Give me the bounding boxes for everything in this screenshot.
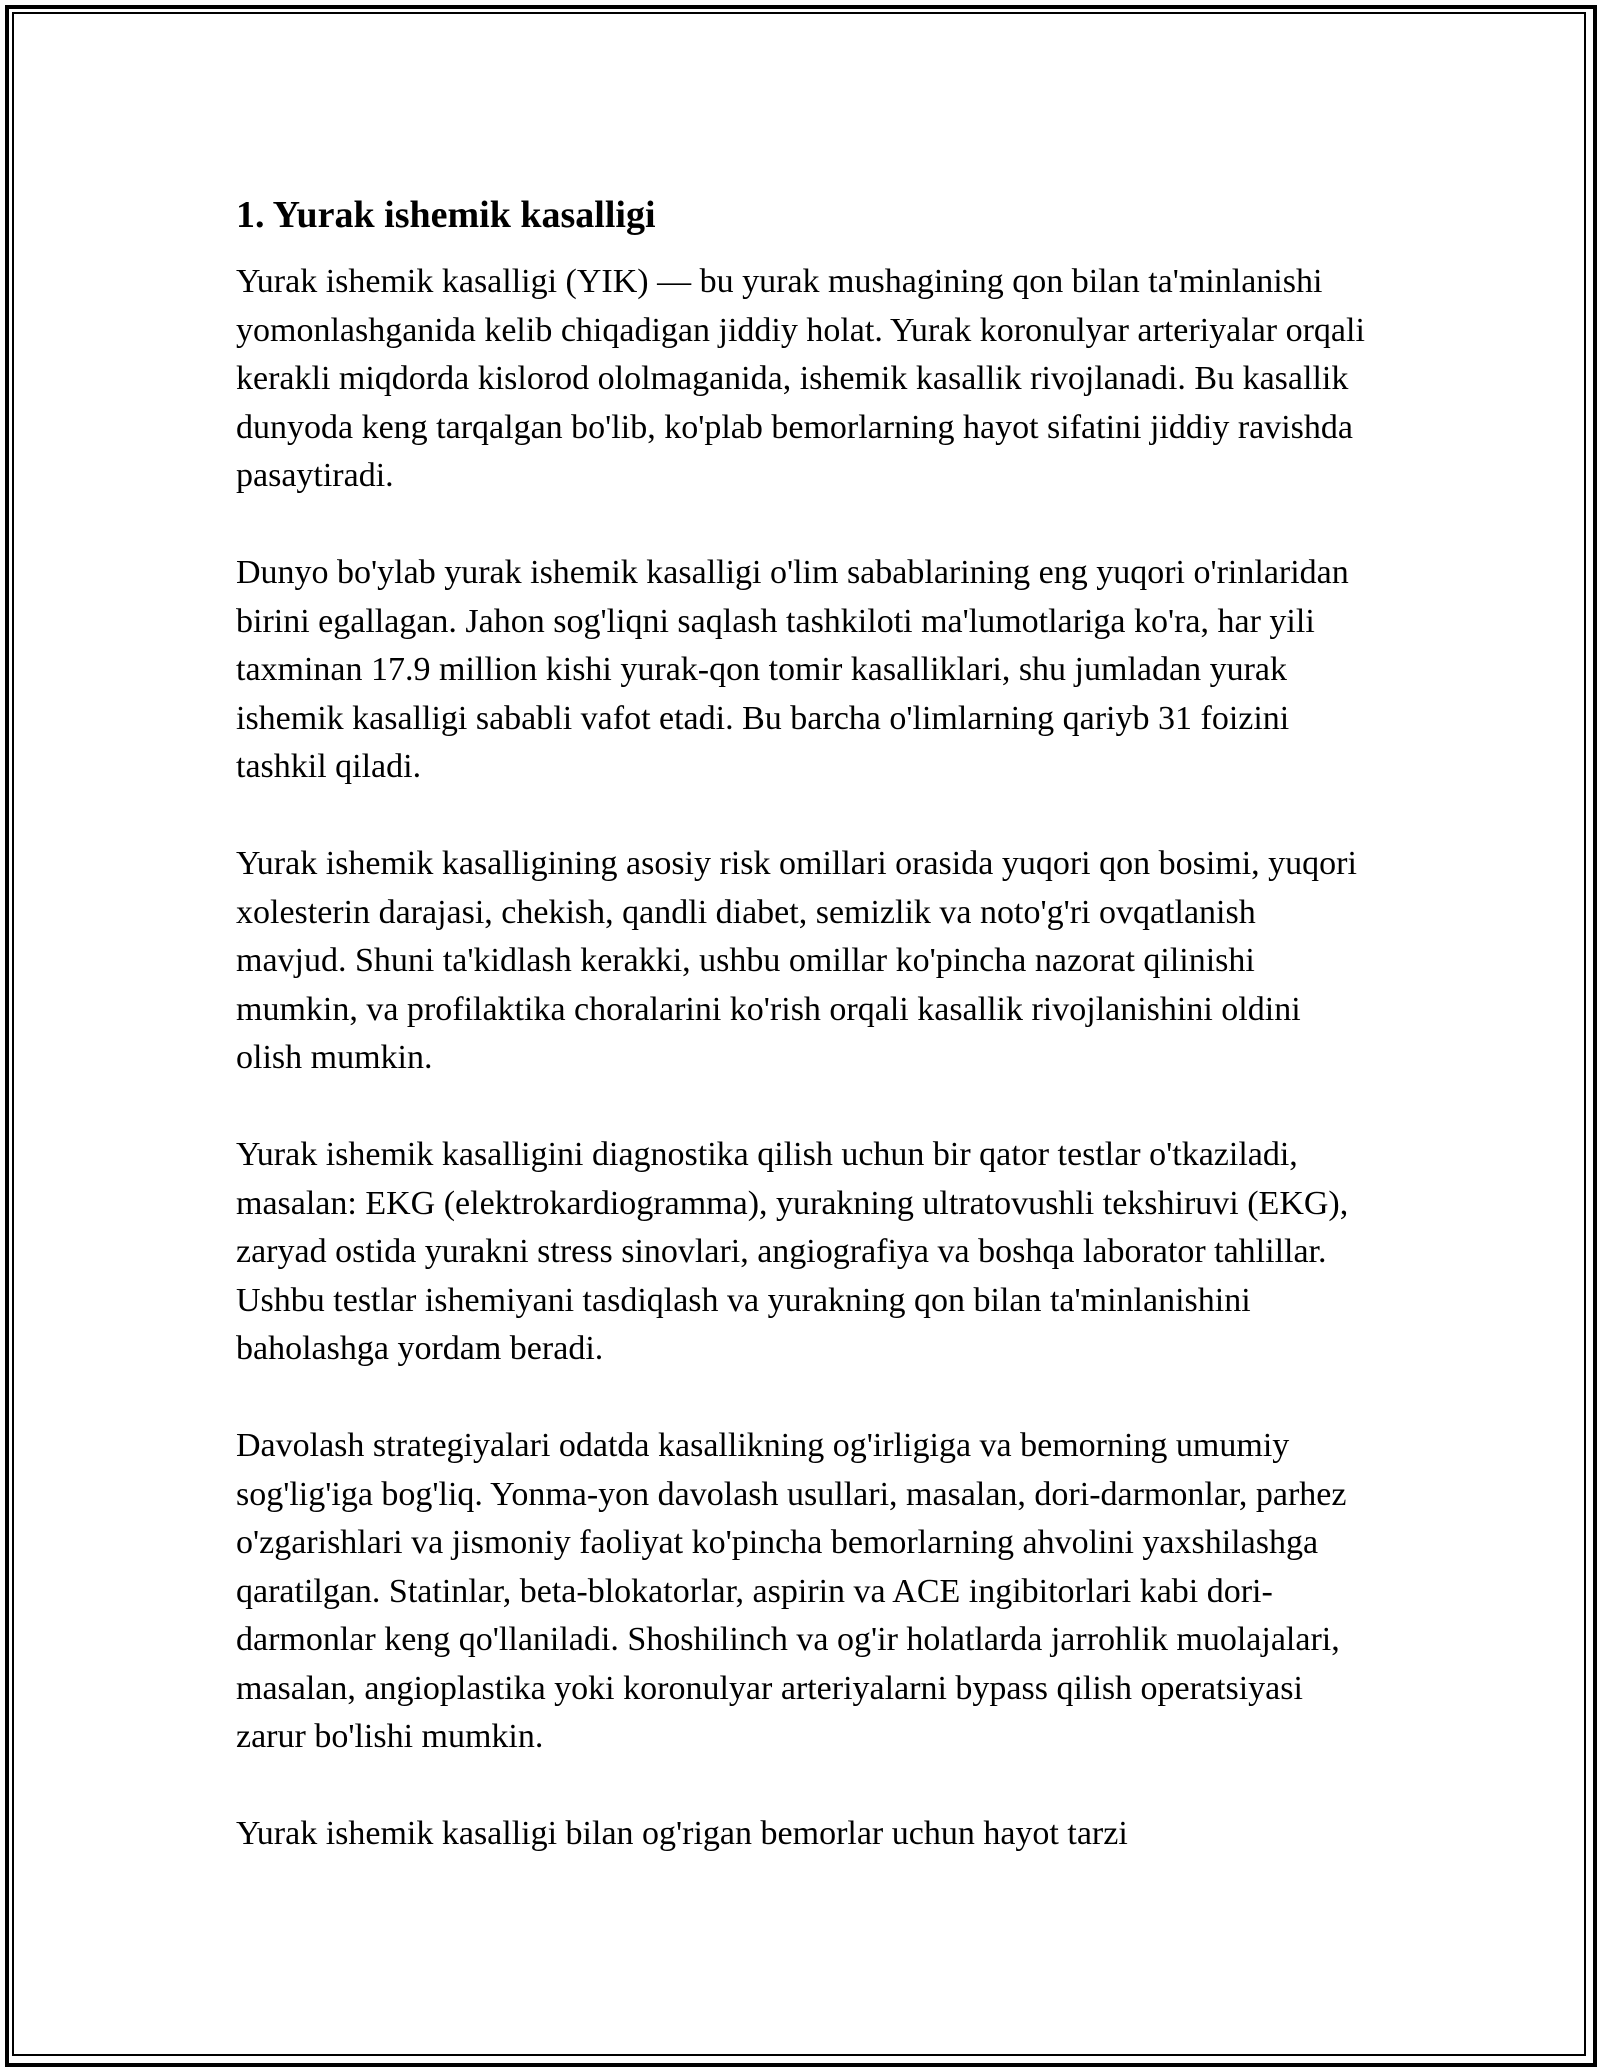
paragraph-statistics: Dunyo bo'ylab yurak ishemik kasalligi o'lim sabablarining eng yuqori o'rinlaridan birini egallagan. Jahon sog'liqni saqlash tashkiloti ma'lumotlariga ko'ra, har yili taxminan 17.9 million kishi yurak-qon tomir kasalliklari, shu jumladan yurak ishemik kasalligi sababli vafot etadi. Bu barcha o'limlarning qariyb 31 foizini tashkil qiladi. <box>236 554 1349 785</box>
paragraph-definition: Yurak ishemik kasalligi (YIK) — bu yurak mushagining qon bilan ta'minlanishi yomonlashganida kelib chiqadigan jiddiy holat. Yurak koronulyar arteriyalar orqali kerakli miqdorda kislorod ololmaganida, ishemik kasallik rivojlanadi. Bu kasallik dunyoda keng tarqalgan bo'lib, ko'plab bemorlarning hayot sifatini jiddiy ravishda pasaytiradi. <box>236 263 1365 494</box>
section-heading: 1. Yurak ishemik kasalligi <box>236 194 656 236</box>
paragraph-treatment: Davolash strategiyalari odatda kasallikning og'irligiga va bemorning umumiy sog'lig'iga bog'liq. Yonma-yon davolash usullari, masalan, dori-darmonlar, parhez o'zgarishlari va jismoniy faoliyat ko'pincha bemorlarning ahvolini yaxshilashga qaratilgan. Statinlar, beta-blokatorlar, aspirin va ACE ingibitorlari kabi dori-darmonlar keng qo'llaniladi. Shoshilinch va og'ir holatlarda jarrohlik muolajalari, masalan, angioplastika yoki koronulyar arteriyalarni bypass qilish operatsiyasi zarur bo'lishi mumkin. <box>236 1427 1347 1755</box>
paragraph-diagnostics: Yurak ishemik kasalligini diagnostika qilish uchun bir qator testlar o'tkaziladi, masalan: EKG (elektrokardiogramma), yurakning ultratovushli tekshiruvi (EKG), zaryad ostida yurakni stress sinovlari, angiografiya va boshqa laborator tahlillar. Ushbu testlar ishemiyani tasdiqlash va yurakning qon bilan ta'minlanishini baholashga yordam beradi. <box>236 1136 1349 1367</box>
paragraph-lifestyle: Yurak ishemik kasalligi bilan og'rigan bemorlar uchun hayot tarzi <box>236 1815 1128 1852</box>
document-body <box>236 188 1366 1907</box>
paragraph-risk-factors: Yurak ishemik kasalligining asosiy risk omillari orasida yuqori qon bosimi, yuqori xolesterin darajasi, chekish, qandli diabet, semizlik va noto'g'ri ovqatlanish mavjud. Shuni ta'kidlash kerakki, ushbu omillar ko'pincha nazorat qilinishi mumkin, va profilaktika choralarini ko'rish orqali kasallik rivojlanishini oldini olish mumkin. <box>236 845 1357 1076</box>
